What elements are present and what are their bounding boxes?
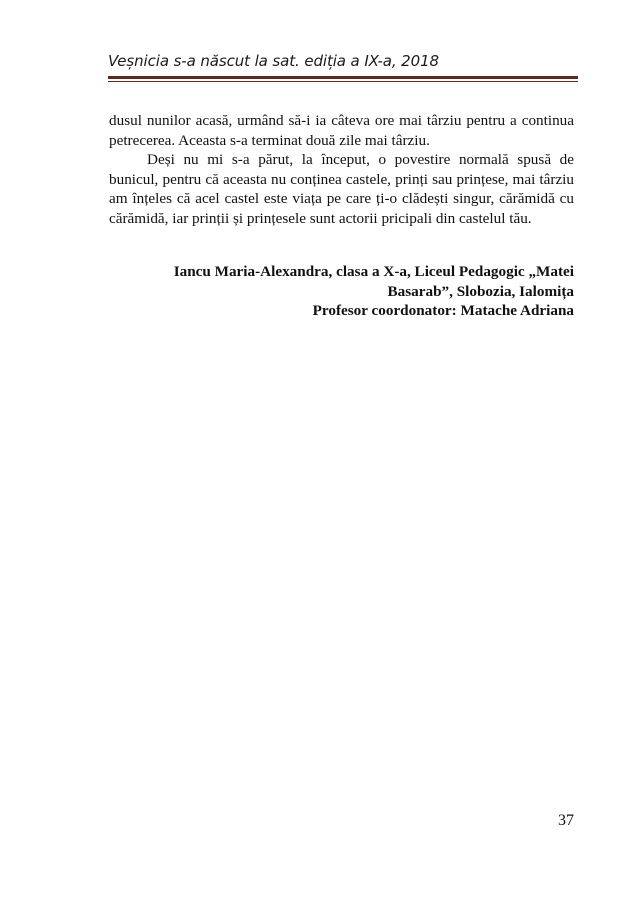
paragraph: Deși nu mi s-a părut, la început, o povestire normală spusă de bunicul, pentru că aceasta nu conținea castele, prinți sau prințese, mai târziu am înțeles că acel castel este viața pe care ți-o clădești singur, cărămidă cu cărămidă, iar prinții și prințesele sunt actorii pricipali din castelul tău. bbox=[109, 151, 574, 227]
paragraph: dusul nunilor acasă, urmând să-i ia câteva ore mai târziu pentru a continua petrecerea. Aceasta s-a terminat două zile mai târziu. bbox=[109, 112, 574, 149]
page-number: 37 bbox=[558, 812, 574, 829]
body-text bbox=[109, 111, 574, 229]
header-rule-thin bbox=[108, 81, 578, 82]
running-header bbox=[108, 52, 578, 70]
author-line: Basarab”, Slobozia, Ialomița bbox=[387, 282, 574, 300]
header-title: Veșnicia s-a născut la sat. ediția a IX-a, 2018 bbox=[108, 52, 439, 70]
header-rule-thick bbox=[108, 76, 578, 79]
signature-block bbox=[109, 262, 574, 321]
coordinator-line: Profesor coordonator: Matache Adriana bbox=[312, 302, 574, 320]
author-line: Iancu Maria-Alexandra, clasa a X-a, Liceul Pedagogic „Matei bbox=[173, 263, 574, 280]
